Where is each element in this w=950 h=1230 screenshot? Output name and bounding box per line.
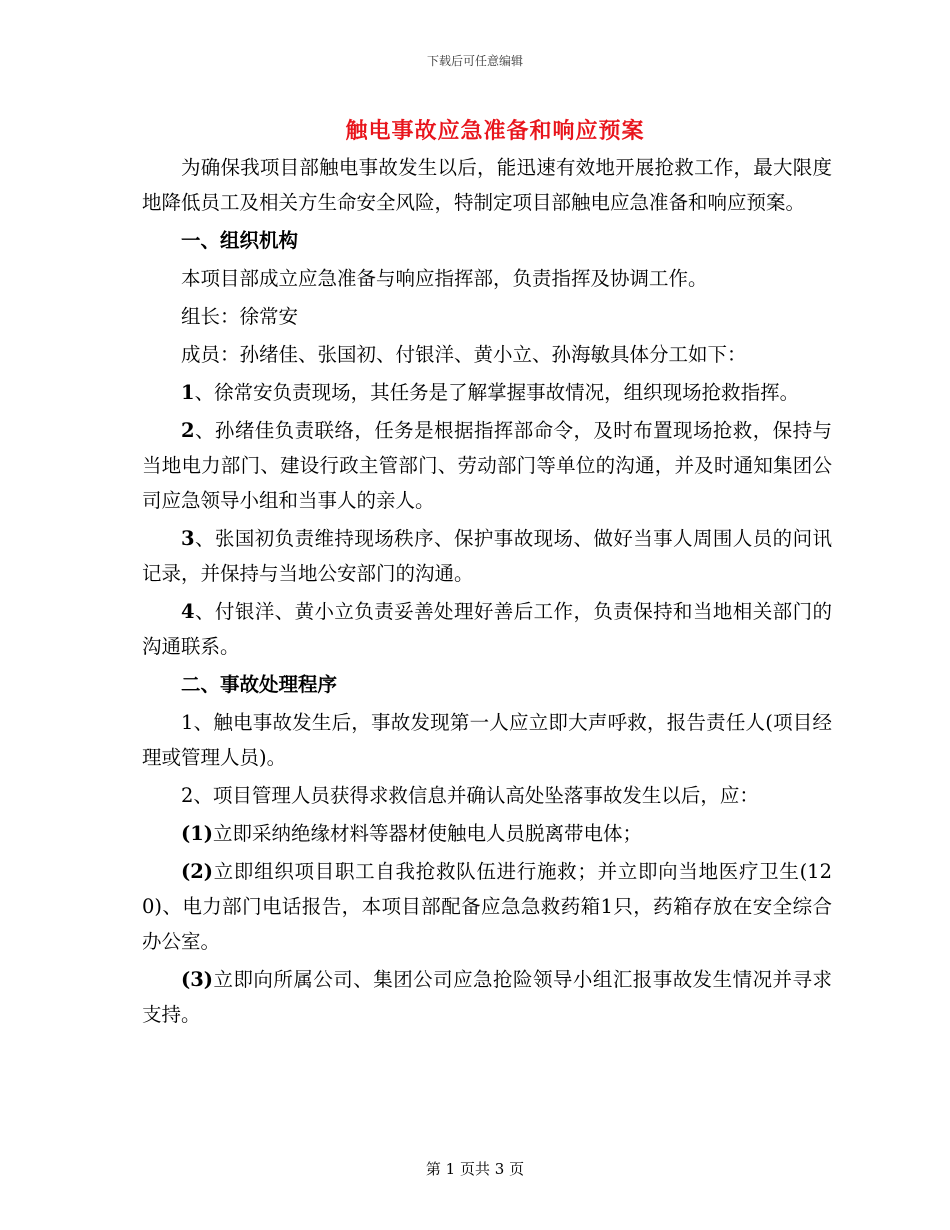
duty-number: 2 bbox=[181, 419, 195, 442]
procedure-substep bbox=[142, 854, 832, 959]
duty-number: 4 bbox=[181, 600, 195, 623]
page-header-note: 下载后可任意编辑 bbox=[426, 54, 523, 68]
duty-item bbox=[142, 375, 832, 410]
substep-number: (3) bbox=[181, 968, 214, 991]
duty-text: 、孙绪佳负责联络，任务是根据指挥部命令，及时布置现场抢救，保持与当地电力部门、建设行政主管部门、劳动部门等单位的沟通，并及时通知集团公司应急领导小组和当事人的亲人。 bbox=[142, 419, 832, 512]
duty-number: 3 bbox=[181, 527, 195, 550]
substep-number: (1) bbox=[181, 822, 214, 845]
leader-line: 组长：徐常安 bbox=[181, 305, 299, 328]
procedure-substep bbox=[142, 962, 832, 1032]
substep-text: 立即采纳绝缘材料等器材使触电人员脱离带电体； bbox=[213, 822, 643, 845]
document-body bbox=[142, 150, 832, 1032]
members-line: 成员：孙绪佳、张国初、付银洋、黄小立、孙海敏具体分工如下： bbox=[181, 343, 747, 366]
procedure-step: 2、项目管理人员获得求救信息并确认高处坠落事故发生以后，应： bbox=[181, 784, 759, 807]
duty-text: 、张国初负责维持现场秩序、保护事故现场、做好当事人周围人员的问讯记录，并保持与当地公安部门的沟通。 bbox=[142, 527, 832, 585]
duty-number: 1 bbox=[181, 381, 195, 404]
substep-number: (2) bbox=[181, 860, 214, 883]
document-title: 触电事故应急准备和响应预案 bbox=[345, 118, 645, 144]
page-number-footer: 第 1 页共 3 页 bbox=[425, 1160, 525, 1178]
duty-item bbox=[142, 594, 832, 664]
substep-text: 立即向所属公司、集团公司应急抢险领导小组汇报事故发生情况并寻求支持。 bbox=[142, 968, 832, 1026]
duty-item bbox=[142, 521, 832, 591]
substep-text: 立即组织项目职工自我抢救队伍进行施救；并立即向当地医疗卫生(120)、电力部门电话报告，本项目部配备应急急救药箱1只，药箱存放在安全综合办公室。 bbox=[142, 860, 832, 953]
section-heading-procedure: 二、事故处理程序 bbox=[181, 673, 338, 696]
duty-text: 、付银洋、黄小立负责妥善处理好善后工作，负责保持和当地相关部门的沟通联系。 bbox=[142, 600, 832, 658]
procedure-step: 1、触电事故发生后，事故发现第一人应立即大声呼救，报告责任人(项目经理或管理人员)。 bbox=[142, 711, 832, 769]
organization-paragraph: 本项目部成立应急准备与响应指挥部，负责指挥及协调工作。 bbox=[181, 267, 708, 290]
duty-text: 、徐常安负责现场，其任务是了解掌握事故情况，组织现场抢救指挥。 bbox=[194, 381, 800, 404]
procedure-substep bbox=[142, 816, 832, 851]
duty-item bbox=[142, 413, 832, 518]
section-heading-organization: 一、组织机构 bbox=[181, 229, 299, 252]
intro-paragraph: 为确保我项目部触电事故发生以后，能迅速有效地开展抢救工作，最大限度地降低员工及相关方生命安全风险，特制定项目部触电应急准备和响应预案。 bbox=[142, 156, 832, 214]
